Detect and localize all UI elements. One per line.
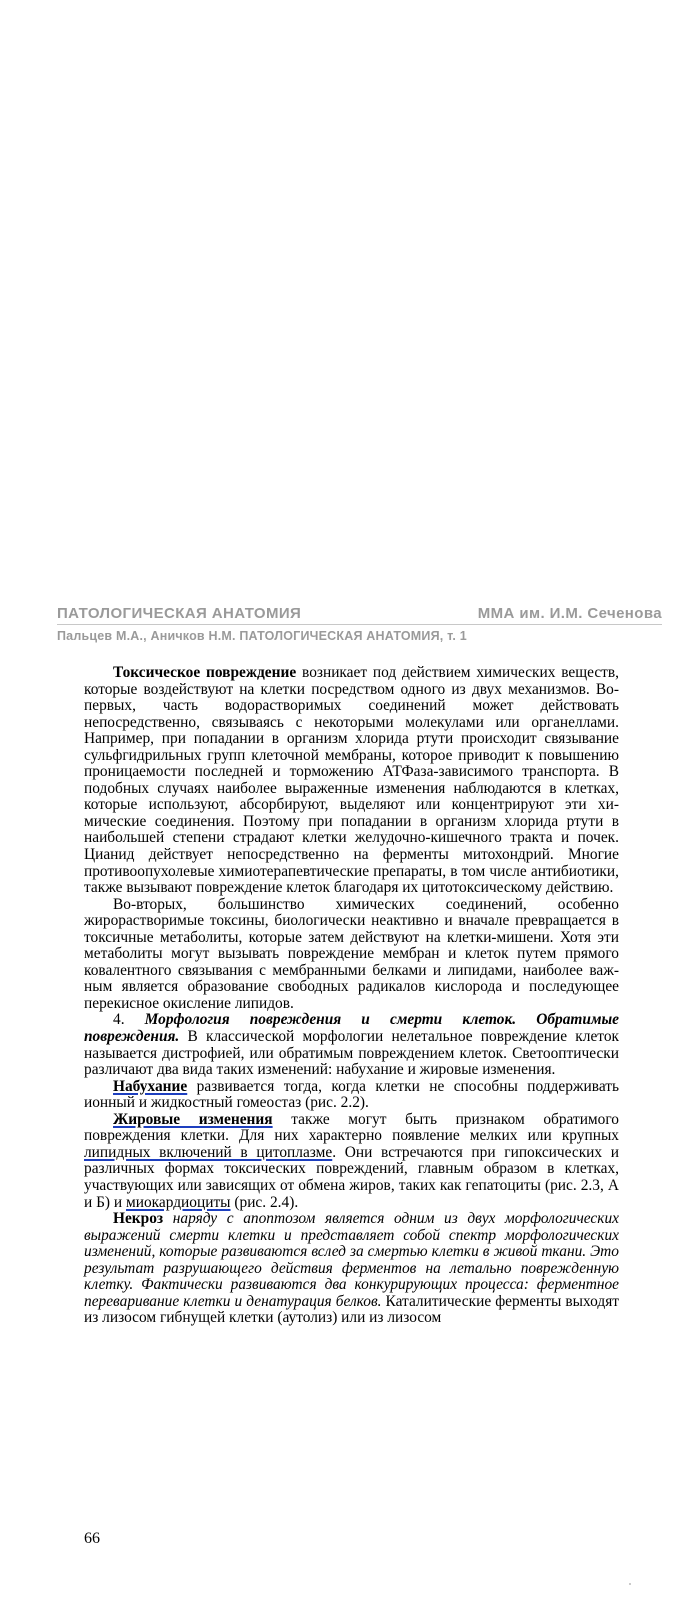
paragraph-text: В классической морфологии нелетальное повреждение клеток называется дистрофией, или обратимым повреждением клеток. Светооптически различают два вида таких изменений: набухание и жировые изменения. <box>84 1028 619 1079</box>
paragraph-morphology <box>84 1012 619 1078</box>
scan-speck <box>629 1583 631 1585</box>
book-authors: Пальцев М.А., Аничков Н.М. ПАТОЛОГИЧЕСКАЯ АНАТОМИЯ, т. 1 <box>57 629 467 643</box>
page-number: 66 <box>84 1530 100 1547</box>
term-fatty-change: Жировые изменения <box>113 1110 273 1128</box>
paragraph-text: возникает под действием химических веществ, которые воздействуют на клетки посредством одного из двух механизмов. Во-первых, часть водорастворимых соединений может действовать непосредственно, связываясь с некоторыми молекулами или органеллами. Например, при попадании в организм хлорида ртути происходит связывание сульфгидрильных групп клеточной мембраны, которое приводит к повышению проницаемости последней и торможению АТФаза-зависимого транспорта. В подобных случаях наиболее выраженные изменения наблюдаются в клетках, которые используют, абсорбируют, выделяют или концентрируют эти химические соединения. Поэтому при попадании в организм хлорида ртути в наибольшей степени страдают клетки желудочно-кишечного тракта и почек. Цианид действует непосредственно на ферменты митохондрий. Многие противоопухолевые химиотерапевтические препараты, в том числе антибиотики, также вызывают повреждение клеток благодаря их цитотоксическому действию. <box>84 664 619 897</box>
paragraph-text: Во-вторых, большинство химических соединений, особенно жирорастворимые токсины, биологически неактивно и вначале превращается в токсичные метаболиты, которые затем действуют на клетки-мишени. Хотя эти метаболиты могут вызывать повреждение мембран и клеток путем прямого ковалентного связывания с мембранными белками и липидами, наиболее важным является образование свободных радикалов кислорода и последующее перекисное окисление липидов. <box>84 895 619 1012</box>
book-title: ПАТОЛОГИЧЕСКАЯ АНАТОМИЯ <box>57 605 302 622</box>
institution-name: ММА им. И.М. Сеченова <box>477 605 662 622</box>
term-swelling: Набухание <box>113 1077 188 1095</box>
paragraph-text: (рис. 2.4). <box>230 1193 299 1211</box>
underlined-lipid-inclusions: липидных включений в цитоплазме <box>84 1143 333 1161</box>
page-body <box>84 665 619 1327</box>
underlined-cardiomyocytes: миокардиоциты <box>125 1193 231 1211</box>
term-necrosis: Некроз <box>113 1210 164 1228</box>
paragraph-italic-text: наряду с апоптозом является одним из двух морфологических выражений смерти клетки и представляет собой спектр морфологических изменений, которые развиваются вслед за смертью клетки в живой ткани. Это результат разрушающего действия ферментов на летально поврежденную клетку. Фактически развиваются два конкурирующих процесса: ферментное переваривание клетки и денатурация белков. <box>84 1210 619 1310</box>
section-number: 4. <box>113 1011 145 1029</box>
paragraph-text: . Они встречаются при гипоксических и различных формах токсических повреждений, главным образом в клетках, участвующих или зависящих от обмена жиров, таких как гепатоциты (рис. 2.3, А и Б) и <box>84 1143 620 1211</box>
paragraph-text: Каталитические ферменты выходят из лизосом гибнущей клетки (аутолиз) или из лизосом <box>84 1292 620 1327</box>
paragraph-swelling <box>84 1079 619 1112</box>
header-top-line <box>57 605 662 625</box>
section-heading: Морфология повреждения и смерти клеток. Обратимые повреждения. <box>84 1011 619 1046</box>
paragraph-text: развивается тогда, когда клетки не способны поддерживать ионный и жидкостный гомеостаз (рис. 2.2). <box>84 1077 619 1112</box>
paragraph-toxic-injury <box>84 665 619 897</box>
paragraph-fatty-change <box>84 1112 619 1211</box>
paragraph-necrosis <box>84 1211 619 1327</box>
running-header <box>57 605 662 643</box>
term-toxic-injury: Токсическое повреждение <box>113 664 297 681</box>
paragraph-text: также могут быть признаком обратимого повреждения клетки. Для них характерно появление мелких или крупных <box>84 1110 619 1145</box>
paragraph-second-mechanism <box>84 897 619 1013</box>
